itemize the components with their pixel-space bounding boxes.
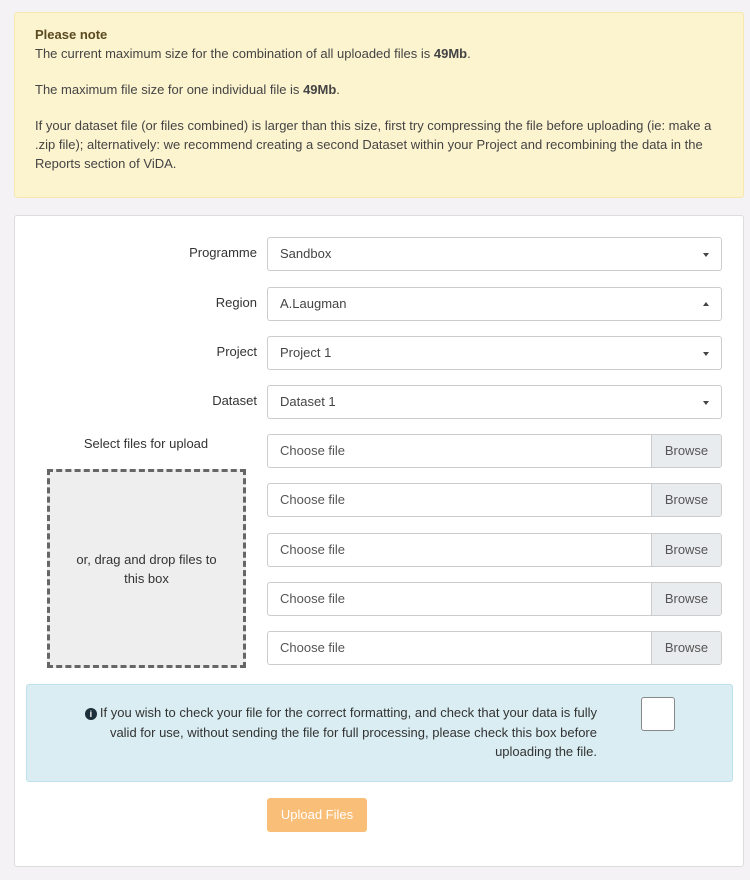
file-input-placeholder: Choose file xyxy=(280,591,346,606)
combined-size-limit: 49Mb xyxy=(433,46,468,61)
drag-drop-zone[interactable] xyxy=(47,469,246,668)
upload-files-button[interactable]: Upload Files xyxy=(267,798,367,832)
browse-button[interactable]: Browse xyxy=(651,435,721,467)
select-files-label: Select files for upload xyxy=(83,436,209,451)
info-circle-icon: i xyxy=(85,708,97,720)
note-line-1: The current maximum size for the combination of all uploaded files is 49Mb. xyxy=(35,46,471,61)
browse-button[interactable]: Browse xyxy=(651,534,721,566)
file-size-limit: 49Mb xyxy=(303,82,337,97)
validate-only-info-box xyxy=(26,684,733,782)
file-input-5[interactable] xyxy=(267,631,722,665)
note-line-2: The maximum file size for one individual file is 49Mb. xyxy=(35,82,340,97)
file-input-3[interactable] xyxy=(267,533,722,567)
file-input-placeholder: Choose file xyxy=(280,443,346,458)
validate-only-checkbox[interactable] xyxy=(641,697,675,731)
browse-button[interactable]: Browse xyxy=(651,632,721,664)
programme-select[interactable] xyxy=(267,237,722,271)
file-input-placeholder: Choose file xyxy=(280,492,346,507)
project-value: Project 1 xyxy=(280,345,332,360)
dataset-value: Dataset 1 xyxy=(280,394,336,409)
caret-down-icon xyxy=(703,401,709,405)
file-input-2[interactable] xyxy=(267,483,722,517)
note-title: Please note xyxy=(35,27,108,42)
caret-down-icon xyxy=(703,253,709,257)
validate-only-text: i If you wish to check your file for the correct formatting, and check that your data is fully valid for use, without sending the file for full processing, please check this box before uploading the file. xyxy=(57,703,597,762)
file-input-1[interactable] xyxy=(267,434,722,468)
region-select[interactable] xyxy=(267,287,722,321)
region-label: Region xyxy=(215,295,257,310)
region-value: A.Laugman xyxy=(280,296,347,311)
project-select[interactable] xyxy=(267,336,722,370)
programme-label: Programme xyxy=(189,245,257,260)
file-input-placeholder: Choose file xyxy=(280,640,346,655)
caret-down-icon xyxy=(703,352,709,356)
programme-value: Sandbox xyxy=(280,246,332,261)
caret-up-icon xyxy=(703,302,709,306)
browse-button[interactable]: Browse xyxy=(651,583,721,615)
dropzone-text: or, drag and drop files to this box xyxy=(76,551,217,586)
dataset-select[interactable] xyxy=(267,385,722,419)
upload-limits-note xyxy=(14,12,744,198)
upload-form-panel xyxy=(14,215,744,867)
file-input-placeholder: Choose file xyxy=(280,542,346,557)
browse-button[interactable]: Browse xyxy=(651,484,721,516)
file-input-4[interactable] xyxy=(267,582,722,616)
project-label: Project xyxy=(216,344,257,359)
note-line-3: If your dataset file (or files combined) is larger than this size, first try compressing the file before uploading (ie: make a .zip file); alternatively: we recommend creating a second Dataset within your Project and recombining the data in the Reports section of ViDA. xyxy=(35,118,712,171)
dataset-label: Dataset xyxy=(212,393,257,408)
